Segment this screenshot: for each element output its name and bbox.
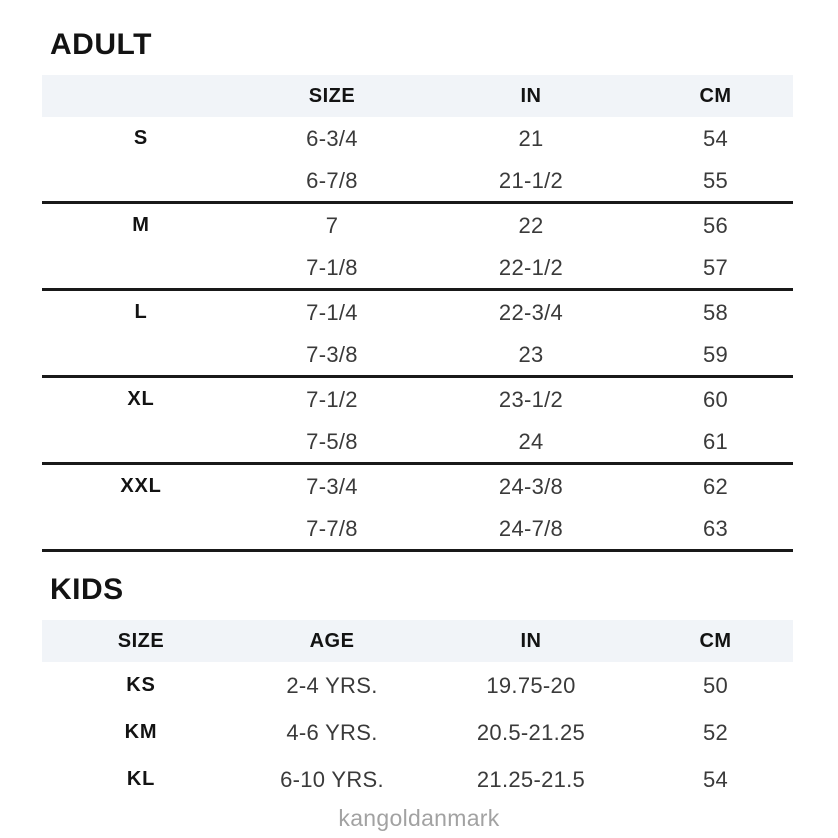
cm-cell: 50 [702,672,729,698]
table-row [42,291,793,335]
size-label-cell: L [134,301,148,324]
table-row [42,709,793,756]
in-cell: 22-1/2 [498,254,564,280]
size-label-cell: M [132,214,150,237]
kids-header-size: SIZE [117,629,165,652]
kids-size-table [42,620,793,803]
table-row [42,335,793,379]
in-cell: 20.5-21.25 [476,719,586,745]
size-cell: 6-3/4 [306,125,358,151]
size-label-cell: KM [124,721,158,743]
cm-cell: 52 [702,719,729,745]
cm-cell: 62 [702,473,729,499]
age-cell: 2-4 YRS. [286,672,378,698]
size-label-cell: KS [126,674,156,696]
kids-table-header-row [42,620,793,662]
cm-cell: 54 [702,766,729,792]
adult-table-header-row [42,75,793,117]
in-cell: 21.25-21.5 [476,766,586,792]
cm-cell: 60 [702,386,729,412]
table-row [42,161,793,205]
table-row [42,378,793,422]
in-cell: 21 [518,125,544,151]
size-cell: 7-1/2 [306,386,358,412]
kids-header-age: AGE [309,629,355,652]
size-cell: 6-7/8 [306,167,358,193]
adult-header-in: IN [520,84,542,107]
size-cell: 7-1/4 [306,299,358,325]
cm-cell: 63 [702,515,729,541]
kids-header-cm: CM [699,629,732,652]
adult-header-size: SIZE [308,84,356,107]
adult-section-title: ADULT [50,28,152,61]
adult-header-cm: CM [699,84,732,107]
table-row [42,662,793,709]
in-cell: 19.75-20 [486,672,576,698]
in-cell: 21-1/2 [498,167,564,193]
cm-cell: 54 [702,125,729,151]
size-label-cell: XL [127,388,155,411]
age-cell: 4-6 YRS. [286,719,378,745]
size-cell: 7 [325,212,339,238]
table-row [42,204,793,248]
size-cell: 7-1/8 [306,254,358,280]
table-row [42,756,793,803]
age-cell: 6-10 YRS. [280,766,384,792]
in-cell: 22 [518,212,544,238]
kids-header-in: IN [520,629,542,652]
kids-section-title: KIDS [50,573,124,606]
in-cell: 24-3/8 [498,473,564,499]
cm-cell: 56 [702,212,729,238]
table-row [42,248,793,292]
size-label-cell: S [133,127,149,150]
in-cell: 22-3/4 [498,299,564,325]
cm-cell: 59 [702,341,729,367]
table-row [42,422,793,466]
watermark-text: kangoldanmark [338,805,500,831]
size-label-cell: KL [126,768,156,790]
cm-cell: 57 [702,254,729,280]
size-cell: 7-3/4 [306,473,358,499]
adult-size-table [42,75,793,552]
cm-cell: 55 [702,167,729,193]
in-cell: 24 [518,428,544,454]
cm-cell: 61 [702,428,729,454]
size-cell: 7-7/8 [306,515,358,541]
size-cell: 7-5/8 [306,428,358,454]
cm-cell: 58 [702,299,729,325]
in-cell: 23-1/2 [498,386,564,412]
size-cell: 7-3/8 [306,341,358,367]
table-row [42,509,793,553]
in-cell: 23 [518,341,544,367]
in-cell: 24-7/8 [498,515,564,541]
table-row [42,117,793,161]
table-row [42,465,793,509]
size-label-cell: XXL [120,475,162,498]
